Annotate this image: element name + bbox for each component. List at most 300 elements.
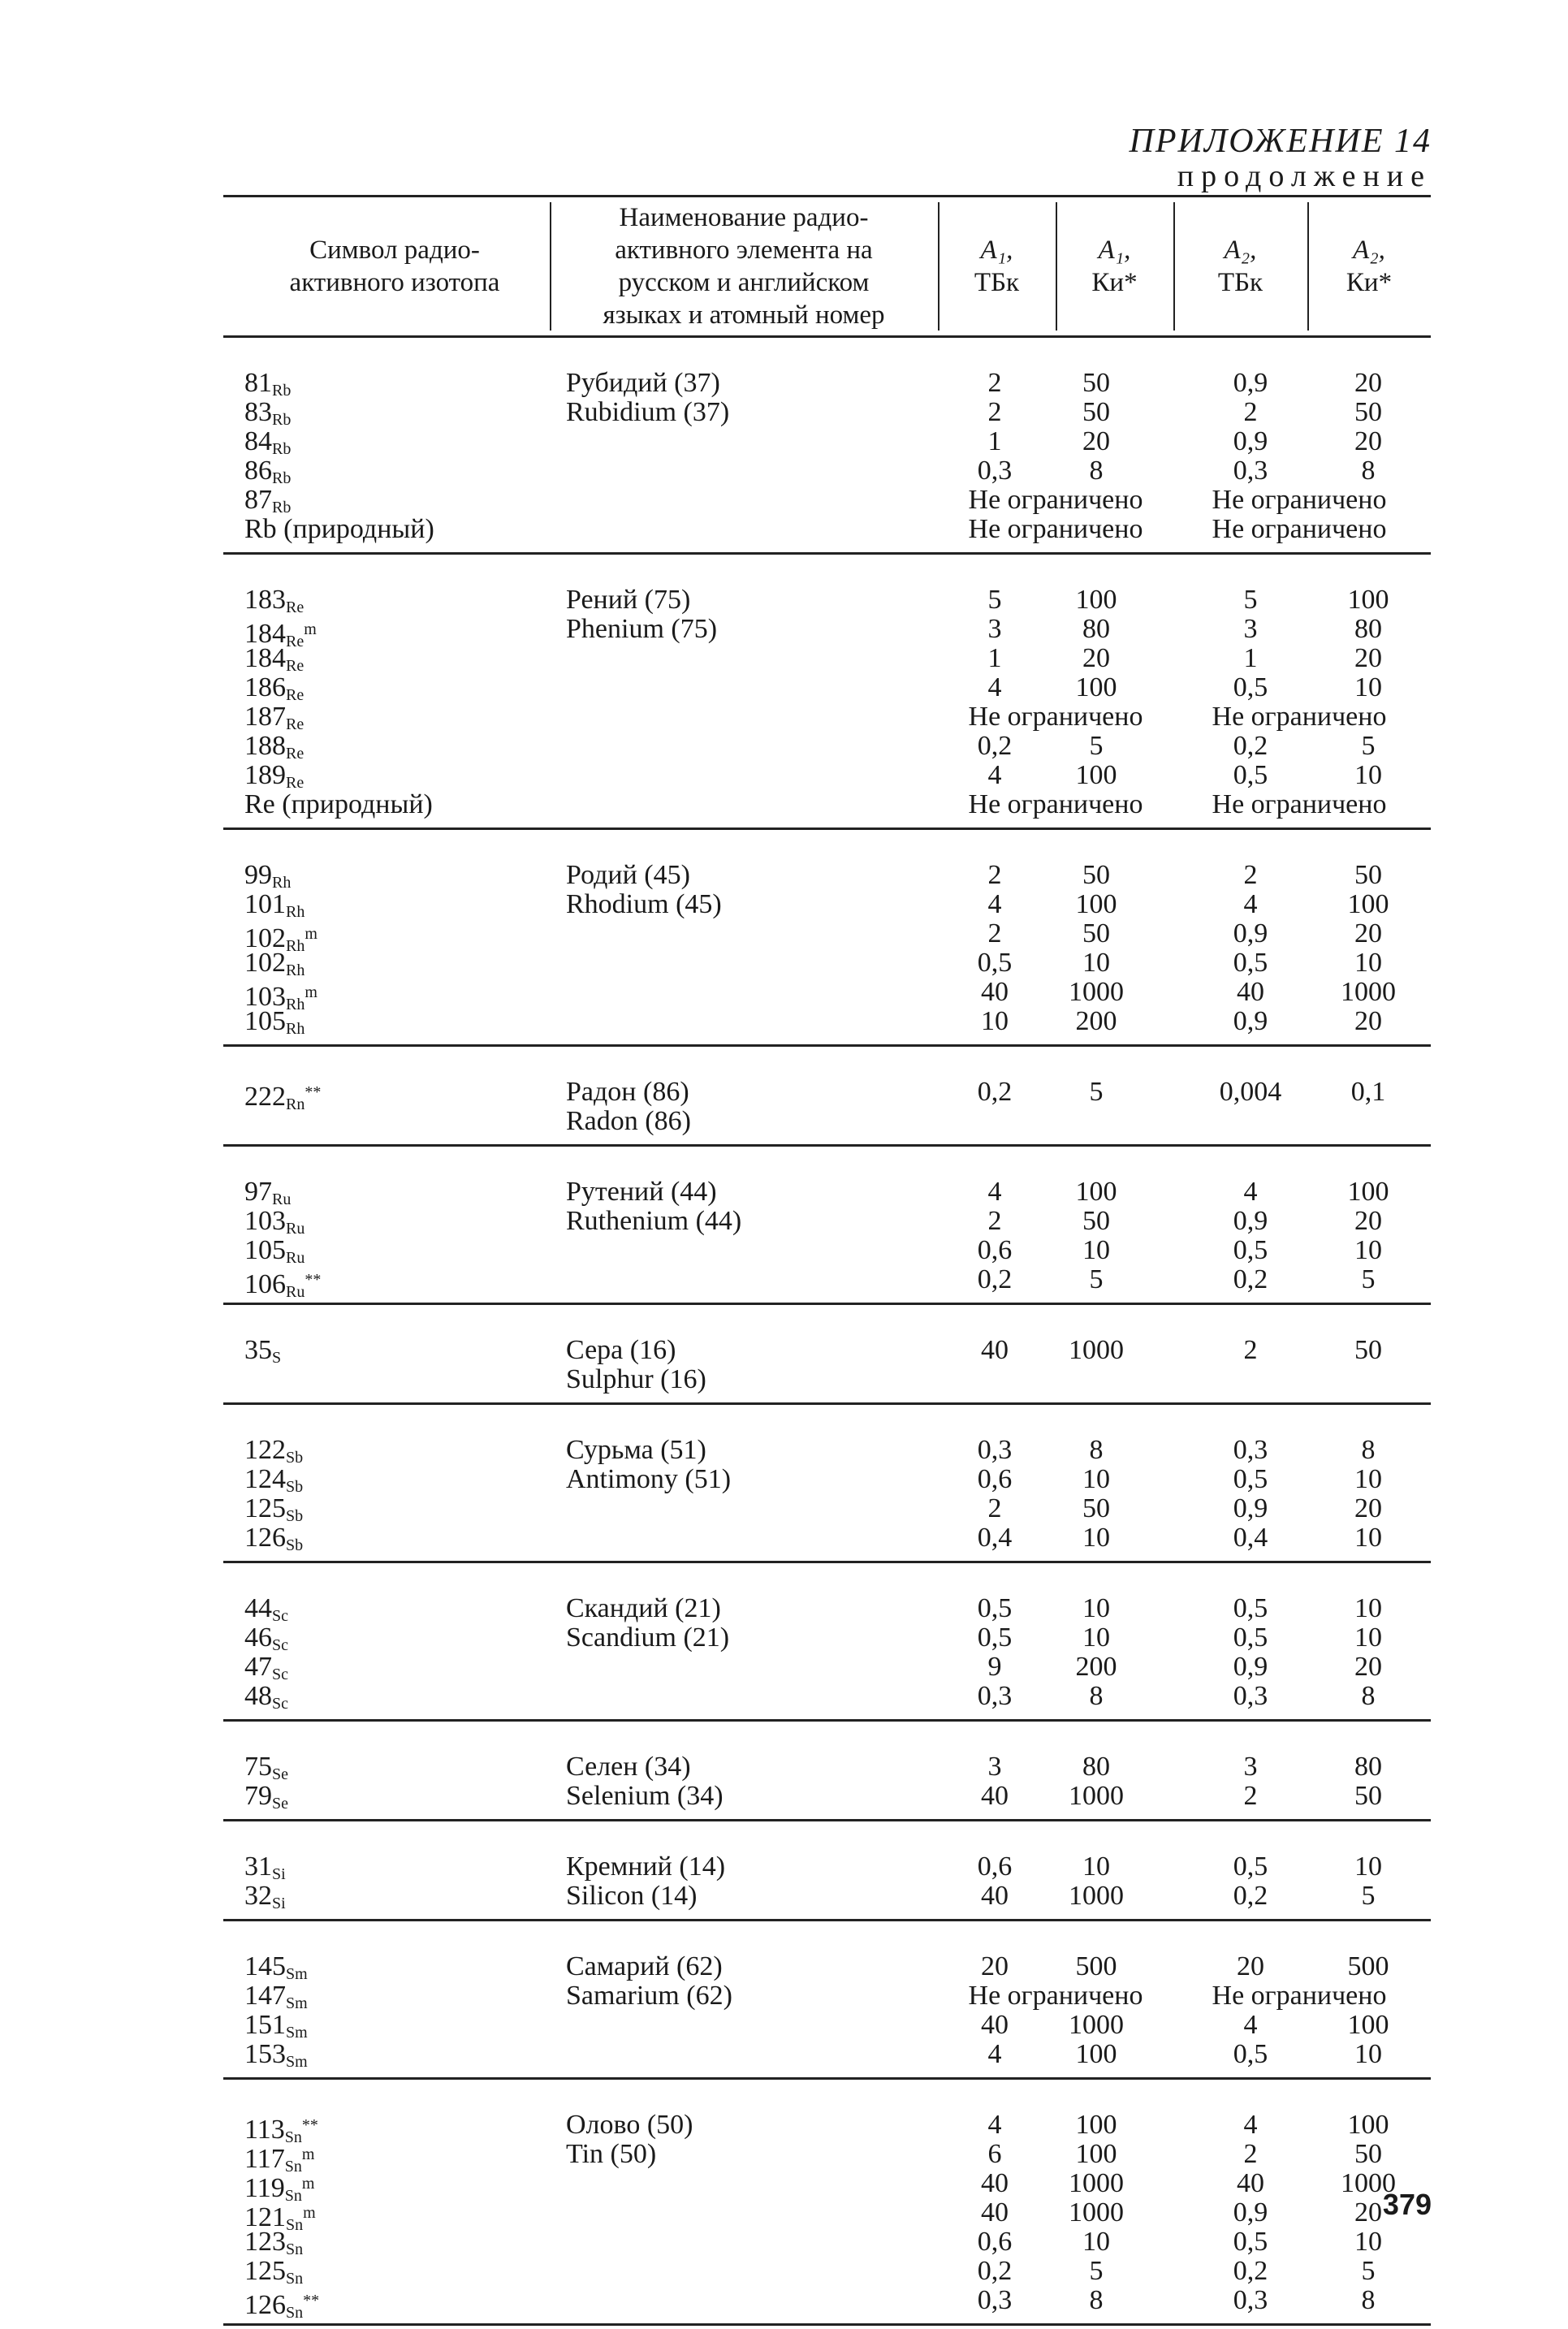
header-a2-tbq-line: A₂, — [1224, 235, 1257, 265]
table-row — [223, 2040, 1431, 2069]
a2-tbq-value: 4 — [1243, 2110, 1258, 2140]
isotope-element-symbol: Sc — [272, 1636, 288, 1654]
element-name-ru: Олово (50) — [566, 2110, 693, 2140]
a1-tbq-value: 40 — [981, 2197, 1009, 2227]
a1-tbq-value: 4 — [987, 672, 1002, 702]
a1-tbq-value: 0,5 — [977, 1593, 1013, 1623]
a2-ci-value: 20 — [1354, 918, 1382, 948]
a1-ci-value: 10 — [1082, 1464, 1110, 1494]
table-row — [223, 1207, 1431, 1236]
a1-unlimited: Не ограничено — [968, 1981, 1143, 2011]
a2-ci-value: 10 — [1354, 2227, 1382, 2257]
a2-ci-value: 1000 — [1341, 977, 1396, 1007]
isotope-mass-number: 151 — [244, 2010, 286, 2040]
isotope-element-symbol: Re — [286, 774, 305, 792]
a1-ci-value: 20 — [1082, 426, 1110, 456]
isotope-element-symbol: Sn — [286, 2216, 304, 2234]
header-a2-ci-line: Ки* — [1346, 268, 1393, 297]
isotope-element-symbol: Ru — [286, 1220, 305, 1238]
table-row — [223, 456, 1431, 486]
a2-ci-value: 100 — [1347, 585, 1389, 615]
element-name-en: Silicon (14) — [566, 1881, 698, 1911]
isotope-mass-number: 189 — [244, 760, 286, 790]
isotope-mass-number: 83 — [244, 397, 272, 427]
table-row — [223, 790, 1431, 819]
a2-ci-value: 10 — [1354, 760, 1382, 790]
table-row — [223, 1981, 1431, 2011]
a2-ci-value: 10 — [1354, 1235, 1382, 1265]
isotope-group — [223, 1405, 1431, 1563]
table-row — [223, 1077, 1431, 1113]
a1-tbq-value: 4 — [987, 2039, 1002, 2069]
a2-tbq-value: 0,9 — [1233, 918, 1268, 948]
a1-ci-value: 100 — [1075, 672, 1117, 702]
a2-tbq-value: 0,3 — [1233, 1435, 1268, 1465]
a1-ci-value: 50 — [1082, 1206, 1110, 1236]
isotope-mark: m — [305, 983, 317, 1001]
isotope-mass-number: 222 — [244, 1082, 286, 1112]
a1-ci-value: 10 — [1082, 1852, 1110, 1882]
isotope-group — [223, 1722, 1431, 1821]
page-number: 379 — [1382, 2188, 1432, 2221]
a1-ci-value: 5 — [1089, 1077, 1104, 1107]
table-row — [223, 1752, 1431, 1782]
table-row — [223, 1336, 1431, 1365]
a2-ci-value: 10 — [1354, 1623, 1382, 1653]
isotope-mass-number: 81 — [244, 368, 272, 398]
isotope-mark: m — [303, 2204, 316, 2222]
a1-ci-value: 1000 — [1069, 977, 1124, 1007]
a2-tbq-value: 0,3 — [1233, 1681, 1268, 1711]
a1-tbq-value: 40 — [981, 2168, 1009, 2198]
isotope-mass-number: 147 — [244, 1981, 286, 2011]
isotope-element-symbol: Sn — [284, 2158, 302, 2176]
a2-tbq-value: 0,2 — [1233, 2256, 1268, 2286]
element-name-ru: Рений (75) — [566, 585, 691, 615]
isotope-element-symbol: Rh — [272, 874, 292, 892]
a2-ci-value: 20 — [1354, 1493, 1382, 1523]
isotope-mass-number: 119 — [244, 2173, 285, 2203]
a2-ci-value: 8 — [1361, 456, 1376, 486]
isotope-element-symbol: S — [272, 1349, 282, 1367]
a1-tbq-value: 2 — [987, 860, 1002, 890]
isotope-symbol — [244, 1782, 288, 1818]
isotope-element-symbol: Re — [286, 715, 305, 733]
isotope-mass-number: 105 — [244, 1006, 286, 1036]
isotope-element-symbol: Sm — [286, 1994, 308, 2012]
a2-tbq-value: 2 — [1243, 1335, 1258, 1365]
a1-ci-value: 1000 — [1069, 1335, 1124, 1365]
a1-tbq-value: 4 — [987, 760, 1002, 790]
header-a2-tbq-line: ТБк — [1217, 268, 1263, 297]
a1-tbq-value: 0,6 — [977, 1464, 1013, 1494]
isotope-element-symbol: Re — [286, 633, 305, 650]
element-name-en: Samarium (62) — [566, 1981, 732, 2011]
header-name-line: языках и атомный номер — [603, 300, 885, 330]
a2-tbq-value: 0,3 — [1233, 2285, 1268, 2315]
a2-ci-value: 20 — [1354, 1006, 1382, 1036]
table-row — [223, 861, 1431, 890]
isotope-mass-number: 126 — [244, 1523, 286, 1553]
a2-ci-value: 80 — [1354, 1752, 1382, 1782]
isotope-mark: m — [305, 925, 317, 943]
header-a1-ci — [1056, 197, 1173, 335]
a2-ci-value: 8 — [1361, 1435, 1376, 1465]
a2-ci-value: 10 — [1354, 948, 1382, 978]
isotope-mark: ** — [305, 1271, 322, 1289]
table-row — [223, 1264, 1431, 1301]
a1-tbq-value: 4 — [987, 889, 1002, 919]
element-name-ru: Сурьма (51) — [566, 1435, 706, 1465]
table-row — [223, 1007, 1431, 1036]
isotope-mass-number: 121 — [244, 2202, 286, 2232]
a1-tbq-value: 3 — [987, 1752, 1002, 1782]
table-row — [223, 1436, 1431, 1465]
table-row — [223, 702, 1431, 732]
isotope-mass-number: 103 — [244, 1206, 286, 1236]
a2-ci-value: 0,1 — [1350, 1077, 1386, 1107]
isotope-element-symbol: Sn — [286, 2304, 304, 2322]
a2-ci-value: 500 — [1347, 1951, 1389, 1981]
a1-tbq-value: 0,2 — [977, 1077, 1013, 1107]
a2-ci-value: 20 — [1354, 2197, 1382, 2227]
table-row — [223, 2227, 1431, 2257]
element-name-ru: Кремний (14) — [566, 1852, 726, 1882]
a1-ci-value: 1000 — [1069, 1881, 1124, 1911]
a1-ci-value: 200 — [1075, 1652, 1117, 1682]
a1-unlimited: Не ограничено — [968, 485, 1143, 515]
header-a1-tbq — [938, 197, 1056, 335]
isotope-element-symbol: Rh — [286, 903, 305, 921]
isotope-mark: ** — [305, 1083, 322, 1101]
a1-tbq-value: 40 — [981, 2010, 1009, 2040]
isotope-element-symbol: Sc — [272, 1695, 288, 1713]
table-row — [223, 1682, 1431, 1711]
continued-label: продолжение — [1177, 159, 1432, 193]
isotope-element-symbol: Rb — [272, 382, 292, 400]
a1-ci-value: 100 — [1075, 2039, 1117, 2069]
a1-ci-value: 80 — [1082, 614, 1110, 644]
isotope-mass-number: 117 — [244, 2144, 285, 2174]
a2-tbq-value: 4 — [1243, 1177, 1258, 1207]
isotope-mass-number: 103 — [244, 982, 286, 1012]
a2-ci-value: 10 — [1354, 2039, 1382, 2069]
table-row — [223, 486, 1431, 515]
table-row — [223, 1882, 1431, 1911]
isotope-mass-number: 48 — [244, 1681, 272, 1711]
a2-tbq-value: 0,2 — [1233, 1264, 1268, 1294]
isotope-mark: m — [304, 620, 317, 638]
isotope-element-symbol: Sn — [286, 2240, 304, 2258]
a2-ci-value: 50 — [1354, 1335, 1382, 1365]
a2-tbq-value: 5 — [1243, 585, 1258, 615]
a2-unlimited: Не ограничено — [1212, 485, 1387, 515]
element-name-en: Tin (50) — [566, 2139, 657, 2169]
a2-ci-value: 5 — [1361, 1881, 1376, 1911]
isotope-symbol — [244, 1007, 305, 1044]
isotope-element-symbol: Rh — [286, 1020, 305, 1038]
a2-ci-value: 80 — [1354, 614, 1382, 644]
a1-tbq-value: 40 — [981, 1881, 1009, 1911]
a2-ci-value: 50 — [1354, 1781, 1382, 1811]
isotope-mass-number: 101 — [244, 889, 286, 919]
a2-tbq-value: 0,5 — [1233, 1852, 1268, 1882]
header-a2-ci — [1307, 197, 1431, 335]
a2-tbq-value: 0,004 — [1219, 1077, 1282, 1107]
table-row — [223, 369, 1431, 398]
isotope-mass-number: 124 — [244, 1464, 286, 1494]
header-a1-tbq-line: ТБк — [974, 268, 1020, 297]
header-symbol-line: активного изотопа — [289, 268, 500, 297]
a1-ci-value: 8 — [1089, 1435, 1104, 1465]
a1-tbq-value: 0,2 — [977, 2256, 1013, 2286]
a2-tbq-value: 2 — [1243, 860, 1258, 890]
a1-tbq-value: 40 — [981, 1781, 1009, 1811]
isotope-element-symbol: Rh — [286, 996, 305, 1013]
a1-tbq-value: 10 — [981, 1006, 1009, 1036]
a1-tbq-value: 0,3 — [977, 1681, 1013, 1711]
a2-tbq-value: 0,3 — [1233, 456, 1268, 486]
isotope-element-symbol: Re — [286, 686, 305, 704]
table-row — [223, 977, 1431, 1013]
isotope-group — [223, 1821, 1431, 1921]
element-name-en: Phenium (75) — [566, 614, 718, 644]
a1-tbq-value: 3 — [987, 614, 1002, 644]
a2-ci-value: 10 — [1354, 1593, 1382, 1623]
element-name-ru: Самарий (62) — [566, 1951, 723, 1981]
isotope-element-symbol: Sb — [286, 1478, 304, 1496]
isotope-mass-number: 126 — [244, 2290, 286, 2320]
a2-tbq-value: 0,5 — [1233, 760, 1268, 790]
a2-tbq-value: 0,2 — [1233, 1881, 1268, 1911]
a1-tbq-value: 2 — [987, 397, 1002, 427]
isotope-mass-number: 183 — [244, 585, 286, 615]
isotope-element-symbol: Rn — [286, 1095, 305, 1113]
a2-tbq-value: 0,5 — [1233, 948, 1268, 978]
isotope-mass-number: 184 — [244, 619, 286, 649]
a1-unlimited: Не ограничено — [968, 789, 1143, 819]
header-a2-tbq — [1173, 197, 1307, 335]
element-name-ru: Скандий (21) — [566, 1593, 721, 1623]
table-row — [223, 2257, 1431, 2286]
isotope-element-symbol: Re — [286, 657, 305, 675]
element-name-ru: Родий (45) — [566, 860, 690, 890]
a1-tbq-value: 2 — [987, 368, 1002, 398]
a2-tbq-value: 0,2 — [1233, 731, 1268, 761]
isotope-table — [223, 195, 1431, 2326]
isotope-element-symbol: Ru — [272, 1190, 292, 1208]
isotope-element-symbol: Sn — [286, 2270, 304, 2288]
a1-unlimited: Не ограничено — [968, 514, 1143, 544]
isotope-element-symbol: Se — [272, 1765, 288, 1783]
table-row — [223, 1107, 1431, 1136]
a2-tbq-value: 0,9 — [1233, 368, 1268, 398]
a1-tbq-value: 0,5 — [977, 1623, 1013, 1653]
a2-ci-value: 50 — [1354, 2139, 1382, 2169]
a2-ci-value: 100 — [1347, 2010, 1389, 2040]
isotope-group — [223, 2080, 1431, 2326]
a1-tbq-value: 0,4 — [977, 1523, 1013, 1553]
isotope-mass-number: 153 — [244, 2039, 286, 2069]
table-row — [223, 1465, 1431, 1494]
isotope-element-symbol: Re — [286, 598, 305, 616]
a1-ci-value: 10 — [1082, 2227, 1110, 2257]
table-row — [223, 2285, 1431, 2322]
table-row — [223, 1653, 1431, 1682]
isotope-element-symbol: Re — [286, 745, 305, 763]
a1-ci-value: 10 — [1082, 1523, 1110, 1553]
element-name-en: Rhodium (45) — [566, 889, 722, 919]
isotope-mark: ** — [301, 2116, 318, 2134]
isotope-symbol — [244, 2286, 319, 2327]
isotope-group — [223, 555, 1431, 830]
element-name-en: Sulphur (16) — [566, 1364, 706, 1394]
a2-unlimited: Не ограничено — [1212, 702, 1387, 732]
table-row — [223, 1523, 1431, 1553]
a1-ci-value: 1000 — [1069, 2168, 1124, 2198]
table-row — [223, 761, 1431, 790]
isotope-group — [223, 1147, 1431, 1305]
isotope-element-symbol: Rb — [272, 411, 292, 429]
a1-tbq-value: 0,6 — [977, 1852, 1013, 1882]
element-name-en: Antimony (51) — [566, 1464, 732, 1494]
a1-tbq-value: 0,2 — [977, 731, 1013, 761]
a2-ci-value: 5 — [1361, 731, 1376, 761]
header-a1-ci-line: A₁, — [1098, 235, 1131, 265]
element-name-en: Radon (86) — [566, 1106, 691, 1136]
isotope-element-symbol: Rb — [272, 440, 292, 458]
a1-ci-value: 50 — [1082, 368, 1110, 398]
a1-tbq-value: 40 — [981, 977, 1009, 1007]
a1-ci-value: 8 — [1089, 1681, 1104, 1711]
isotope-mass-number: 47 — [244, 1652, 272, 1682]
isotope-mass-number: 97 — [244, 1177, 272, 1207]
isotope-mass-number: 86 — [244, 456, 272, 486]
isotope-symbol — [244, 1523, 303, 1560]
a2-tbq-value: 2 — [1243, 1781, 1258, 1811]
table-row — [223, 673, 1431, 702]
isotope-symbol — [244, 790, 433, 819]
a2-tbq-value: 4 — [1243, 2010, 1258, 2040]
a2-ci-value: 20 — [1354, 1652, 1382, 1682]
element-name-en: Scandium (21) — [566, 1623, 730, 1653]
a2-ci-value: 20 — [1354, 643, 1382, 673]
table-row — [223, 732, 1431, 761]
a2-tbq-value: 0,9 — [1233, 2197, 1268, 2227]
header-a2-ci-line: A₂, — [1353, 235, 1385, 265]
a2-tbq-value: 0,5 — [1233, 2039, 1268, 2069]
header-symbol — [223, 197, 566, 335]
table-row — [223, 398, 1431, 427]
a1-ci-value: 100 — [1075, 585, 1117, 615]
a1-ci-value: 1000 — [1069, 1781, 1124, 1811]
isotope-element-symbol: Sm — [286, 2053, 308, 2071]
isotope-mass-number: 35 — [244, 1335, 272, 1365]
table-row — [223, 918, 1431, 955]
a2-tbq-value: 3 — [1243, 1752, 1258, 1782]
a1-ci-value: 5 — [1089, 1264, 1104, 1294]
element-name-ru: Рутений (44) — [566, 1177, 717, 1207]
isotope-element-symbol: Sn — [284, 2128, 302, 2146]
header-symbol-line: Символ радио- — [309, 235, 480, 265]
a2-tbq-value: 4 — [1243, 889, 1258, 919]
a1-unlimited: Не ограничено — [968, 702, 1143, 732]
isotope-mass-number: 122 — [244, 1435, 286, 1465]
a1-ci-value: 5 — [1089, 2256, 1104, 2286]
isotope-element-symbol: Ru — [286, 1249, 305, 1267]
a2-tbq-value: 0,4 — [1233, 1523, 1268, 1553]
a2-ci-value: 10 — [1354, 1852, 1382, 1882]
element-name-en: Selenium (34) — [566, 1781, 724, 1811]
isotope-element-symbol: Rh — [286, 937, 305, 955]
a1-ci-value: 100 — [1075, 2110, 1117, 2140]
element-name-ru: Радон (86) — [566, 1077, 689, 1107]
isotope-mass-number: 79 — [244, 1781, 272, 1811]
a2-tbq-value: 0,5 — [1233, 672, 1268, 702]
table-header — [223, 195, 1431, 338]
a2-ci-value: 100 — [1347, 2110, 1389, 2140]
element-name-ru: Селен (34) — [566, 1752, 691, 1782]
a1-ci-value: 80 — [1082, 1752, 1110, 1782]
table-row — [223, 1782, 1431, 1811]
a1-ci-value: 50 — [1082, 397, 1110, 427]
a2-ci-value: 8 — [1361, 2285, 1376, 2315]
a1-tbq-value: 4 — [987, 2110, 1002, 2140]
a2-tbq-value: 40 — [1237, 977, 1264, 1007]
a1-tbq-value: 1 — [987, 426, 1002, 456]
isotope-mass-number: 31 — [244, 1852, 272, 1882]
isotope-group — [223, 1921, 1431, 2080]
table-row — [223, 1594, 1431, 1623]
a2-ci-value: 10 — [1354, 1523, 1382, 1553]
isotope-natural-label: Rb (природный) — [244, 514, 434, 544]
a1-tbq-value: 0,3 — [977, 456, 1013, 486]
isotope-mass-number: 125 — [244, 1493, 286, 1523]
a2-ci-value: 100 — [1347, 1177, 1389, 1207]
a2-ci-value: 1000 — [1341, 2168, 1396, 2198]
table-row — [223, 1952, 1431, 1981]
isotope-mark: m — [301, 2175, 315, 2193]
a1-ci-value: 100 — [1075, 2139, 1117, 2169]
a2-ci-value: 20 — [1354, 426, 1382, 456]
a1-tbq-value: 6 — [987, 2139, 1002, 2169]
isotope-group — [223, 830, 1431, 1047]
table-row — [223, 427, 1431, 456]
table-row — [223, 1494, 1431, 1523]
isotope-mass-number: 105 — [244, 1235, 286, 1265]
table-row — [223, 2011, 1431, 2040]
a1-tbq-value: 4 — [987, 1177, 1002, 1207]
a1-ci-value: 500 — [1075, 1951, 1117, 1981]
a1-ci-value: 100 — [1075, 889, 1117, 919]
a1-tbq-value: 9 — [987, 1652, 1002, 1682]
isotope-mass-number: 106 — [244, 1269, 286, 1299]
a1-ci-value: 10 — [1082, 1593, 1110, 1623]
isotope-element-symbol: Ru — [286, 1283, 305, 1301]
a2-ci-value: 8 — [1361, 1681, 1376, 1711]
isotope-group — [223, 1563, 1431, 1722]
a2-tbq-value: 2 — [1243, 397, 1258, 427]
element-name-ru: Рубидий (37) — [566, 368, 720, 398]
a1-ci-value: 10 — [1082, 948, 1110, 978]
element-name-en: Ruthenium (44) — [566, 1206, 742, 1236]
isotope-mass-number: 87 — [244, 485, 272, 515]
a2-tbq-value: 0,5 — [1233, 2227, 1268, 2257]
a2-tbq-value: 0,5 — [1233, 1593, 1268, 1623]
a2-unlimited: Не ограничено — [1212, 789, 1387, 819]
isotope-element-symbol: Si — [272, 1865, 286, 1883]
isotope-mass-number: 32 — [244, 1881, 272, 1911]
